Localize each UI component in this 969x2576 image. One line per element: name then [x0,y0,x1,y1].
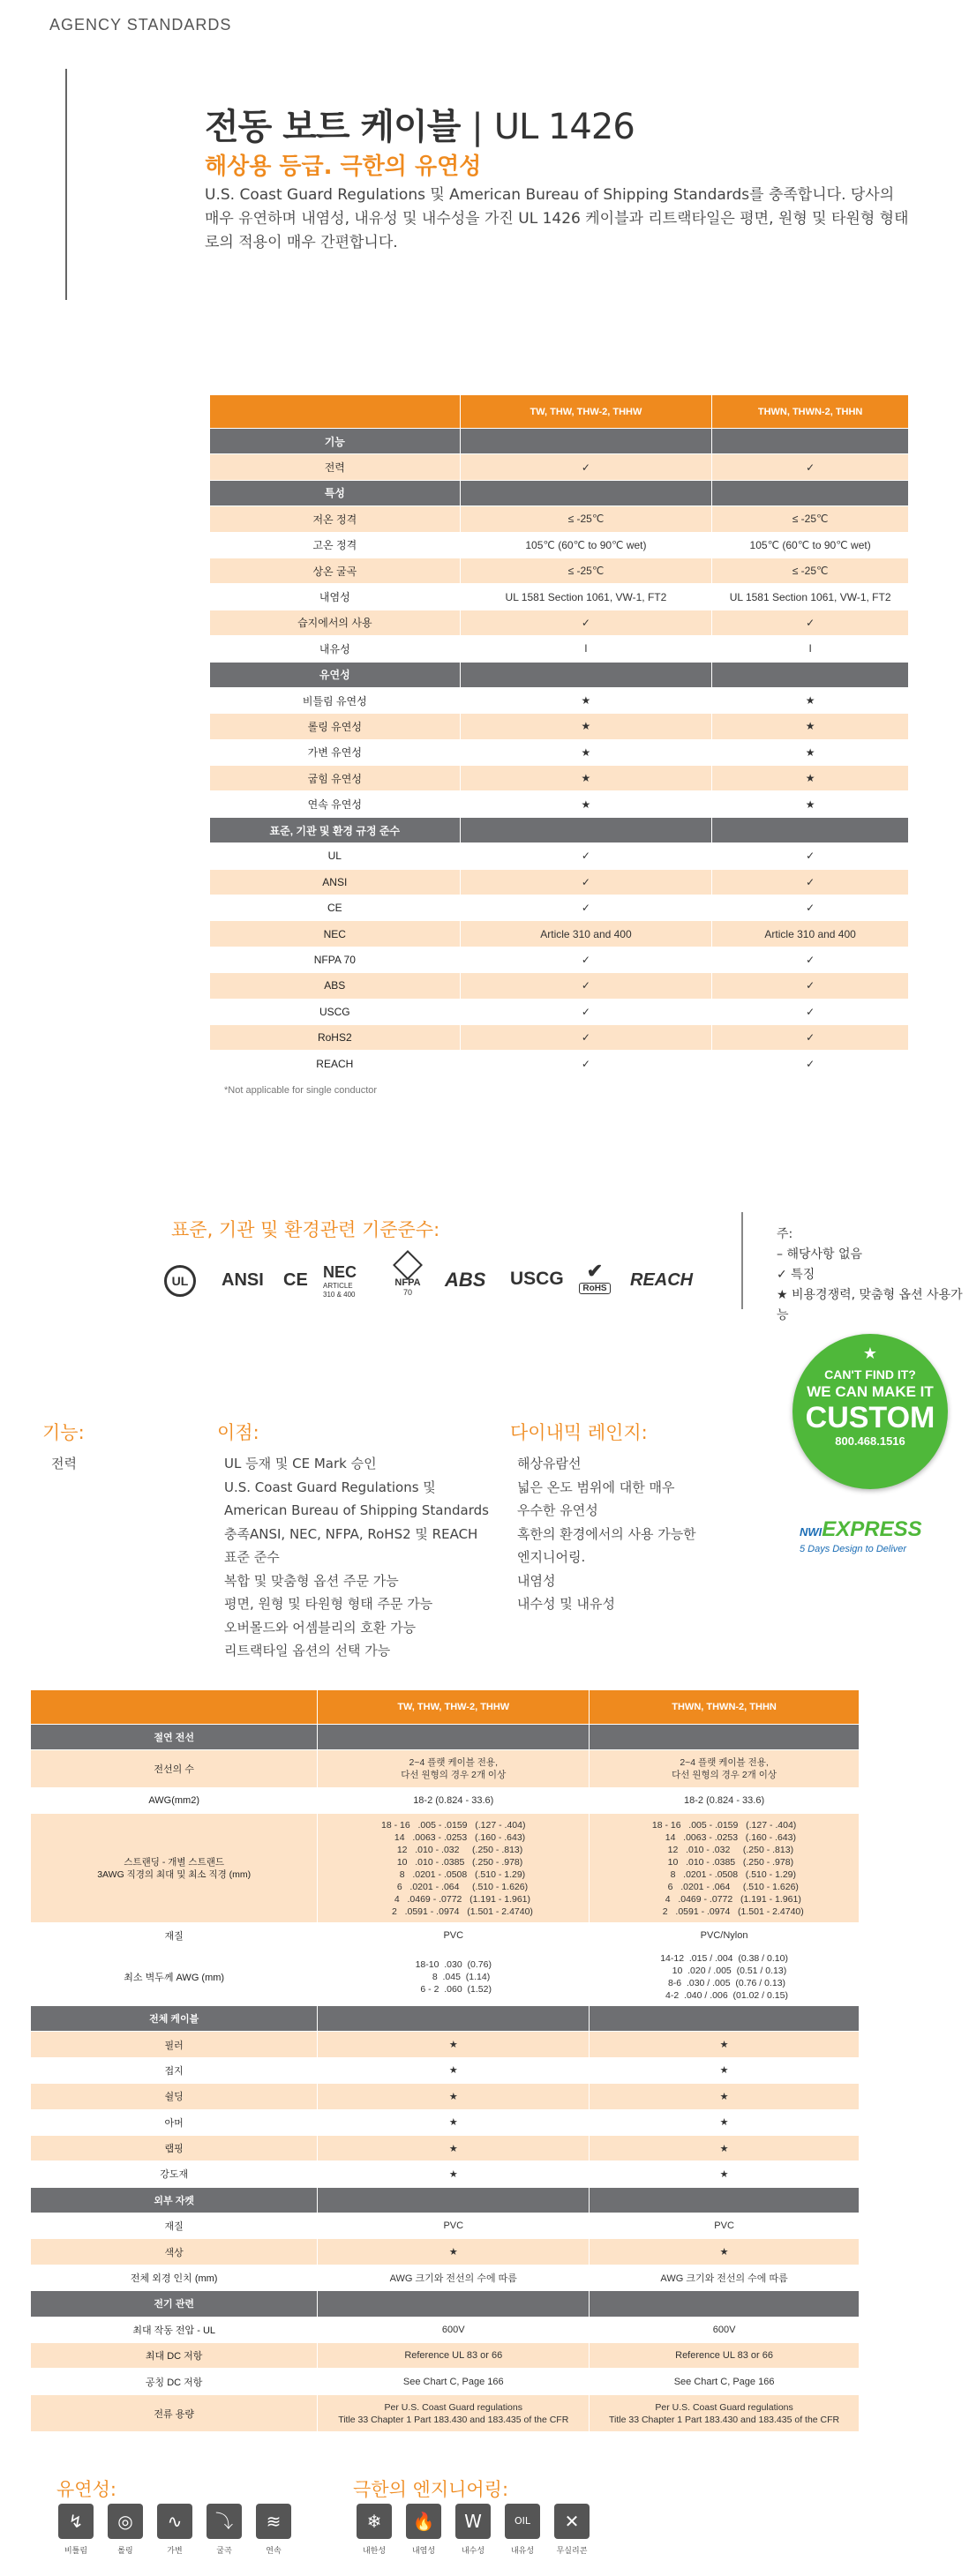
table-row [210,506,909,532]
cell-value: ✓ [460,843,712,869]
intro-paragraph: U.S. Coast Guard Regulations 및 American Bureau of Shipping Standards를 충족합니다. 당사의 매우 유연하며 내염성, 내유성 및 내수성을 가진 UL 1426 케이블과 리트랙타일은 평면, 원형 및 타원형 형태로의 적용이 매우 간편합니다. [205,186,909,251]
section-row [31,2005,860,2031]
cell-value [318,1725,590,1750]
table-row [31,1750,860,1788]
cell-value [460,662,712,687]
cell-value: 2~4 플랫 케이블 전용, 다선 원형의 경우 2개 이상 [590,1750,860,1788]
table-row [31,2394,860,2432]
cell-value: PVC/Nylon [590,1922,860,1948]
row-label: 전선의 수 [31,1750,318,1788]
cell-value: ★ [460,766,712,791]
cell-value: ★ [318,2084,590,2109]
cell-value: 2~4 플랫 케이블 전용, 다선 원형의 경우 2개 이상 [318,1750,590,1788]
express-label: EXPRESS [822,1517,922,1541]
section-row [210,429,909,454]
cell-value: ★ [590,2057,860,2083]
cell-value: ★ [590,2032,860,2057]
cell-value: ★ [318,2239,590,2265]
table-row [31,2213,860,2239]
header-blank [210,395,461,429]
cell-value: 18-10 .030 (0.76) 8 .045 (1.14) 6 - 2 .060 (1.52) [318,1949,590,2006]
row-label: 재질 [31,2213,318,2239]
table-row [210,636,909,662]
table-row [210,714,909,739]
table-row [31,2317,860,2342]
cell-value [460,817,712,842]
row-label: 최대 DC 저항 [31,2343,318,2369]
features-section [42,1419,85,1476]
express-tagline: 5 Days Design to Deliver [800,1544,907,1554]
table-row [210,584,909,610]
icon-label: 내유성 [510,2547,535,2556]
badge-line3: CUSTOM [805,1401,935,1434]
row-label: 특성 [210,480,461,505]
row-label: 전류 용량 [31,2394,318,2432]
section-row [210,817,909,842]
legend-divider [741,1212,743,1309]
row-label: 스트랜딩 - 개별 스트랜드 3AWG 직경의 최대 및 최소 직경 (mm) [31,1814,318,1922]
header-cable-type: THWN, THWN-2, THHN [590,1690,860,1725]
badge-line1: CAN'T FIND IT? [824,1367,916,1382]
icon-label: 비틀림 [64,2547,88,2556]
row-label: 색상 [31,2239,318,2265]
cell-value: ✓ [460,610,712,635]
properties-table [209,394,909,1077]
icon-label: 내한성 [362,2547,387,2556]
cell-value: See Chart C, Page 166 [318,2369,590,2394]
section-row [210,480,909,505]
list-item: 해상유람선 [517,1456,582,1471]
cell-value: Per U.S. Coast Guard regulations Title 33 Chapter 1 Part 183.430 and 183.435 of the CFR [318,2394,590,2432]
cell-value [712,662,909,687]
row-label: 유연성 [210,662,461,687]
row-label: REACH [210,1051,461,1076]
cell-value: Article 310 and 400 [712,921,909,947]
table-row [210,999,909,1024]
cell-value: ✓ [712,1024,909,1050]
cell-value: ✓ [460,895,712,921]
cold-resistant-icon: ❄ [357,2504,392,2539]
table-header-row [210,395,909,429]
row-label: 필러 [31,2032,318,2057]
section-row [210,662,909,687]
uscg-logo: USCG [510,1269,564,1289]
cell-value [460,480,712,505]
header-blank [31,1690,318,1725]
icon-label: 내수성 [461,2547,485,2556]
table-row [210,610,909,635]
table-header-row [31,1690,860,1725]
cell-value [712,480,909,505]
table-row [210,843,909,869]
cell-value: AWG 크기와 전선의 수에 따름 [318,2265,590,2290]
abs-logo: ABS [445,1269,486,1291]
cell-value: ✓ [460,454,712,480]
badge-phone: 800.468.1516 [835,1434,905,1448]
cell-value: 14-12 .015 / .004 (0.38 / 0.10) 10 .020 / .005 (0.51 / 0.13) 8-6 .030 / .005 (0.76 / 0.13) 4-2 .040 / .006 (01.02 / 0.15) [590,1949,860,2006]
row-label: 굽힘 유연성 [210,766,461,791]
cell-value: ★ [590,2109,860,2135]
row-label: ANSI [210,869,461,895]
benefits-title: 이점: [217,1422,259,1443]
cell-value: ★ [318,2109,590,2135]
row-label: 재질 [31,1922,318,1948]
table-row [210,947,909,972]
list-item: 충족ANSI, NEC, NFPA, RoHS2 및 REACH [224,1525,478,1542]
table-row [210,973,909,999]
cell-value: ✓ [460,947,712,972]
table-row [210,766,909,791]
ansi-logo: ANSI [222,1270,264,1290]
table-row [210,558,909,583]
benefits-section [217,1419,491,1663]
row-label: 최소 벽두께 AWG (mm) [31,1949,318,2006]
cell-value: ★ [318,2161,590,2187]
row-label: 랩핑 [31,2135,318,2160]
cell-value: ✓ [460,869,712,895]
cell-value [318,2291,590,2317]
variable-flex-icon: ∿ [157,2504,192,2539]
header-cable-type: THWN, THWN-2, THHN [712,395,909,429]
cell-value: Per U.S. Coast Guard regulations Title 33 Chapter 1 Part 183.430 and 183.435 of the CFR [590,2394,860,2432]
cell-value: Reference UL 83 or 66 [590,2343,860,2369]
table-row [210,687,909,713]
table-row [31,2239,860,2265]
legend-item: – 해당사항 없음 [777,1247,863,1262]
list-item: 리트랙타일 옵션의 선택 가능 [224,1643,391,1659]
cell-value: ✓ [712,454,909,480]
agency-standards-heading: AGENCY STANDARDS [49,16,232,34]
icon-label: 롤링 [117,2547,133,2556]
cell-value: ★ [712,739,909,765]
table-row [210,454,909,480]
cell-value: ★ [590,2084,860,2109]
standards-logos [164,1251,694,1313]
cell-value: ★ [712,791,909,817]
cell-value: AWG 크기와 전선의 수에 따름 [590,2265,860,2290]
cell-value: ★ [318,2057,590,2083]
row-label: 전체 외경 인치 (mm) [31,2265,318,2290]
list-item: U.S. Coast Guard Regulations 및 [224,1479,436,1495]
cell-value: ★ [460,714,712,739]
list-item: 표준 준수 [224,1549,280,1565]
cell-value [590,2187,860,2213]
cell-value: ★ [590,2239,860,2265]
row-label: 내염성 [210,584,461,610]
title-separator: | [471,107,483,147]
table-row [31,2135,860,2160]
cell-value: 18 - 16 .005 - .0159 (.127 - .404) 14 .0063 - .0253 (.160 - .643) 12 .010 - .032 (.250 - .813) 10 .010 - .0385 (.250 - .978) 8 .0201 - .0508 (.510 - 1.29) 6 .0201 - .064 (.510 - 1.626) 4 .0469 - .0772 (1.191 - 1.961) 2 .0591 - .0974 (1.501 - 2.4740) [318,1814,590,1922]
list-item: 우수한 유연성 [517,1502,598,1518]
cell-value: I [712,636,909,662]
list-item: 내수성 및 내유성 [517,1596,615,1612]
table-row [210,1051,909,1076]
row-label: 외부 자켓 [31,2187,318,2213]
header-cable-type: TW, THW, THW-2, THHW [460,395,712,429]
row-label: 절연 전선 [31,1725,318,1750]
cell-value: 105℃ (60℃ to 90℃ wet) [460,532,712,558]
nwi-express-logo [800,1517,922,1554]
custom-badge[interactable] [792,1334,948,1489]
cell-value: ≤ -25℃ [460,558,712,583]
cell-value [590,2005,860,2031]
section-row [31,2291,860,2317]
cell-value [590,1725,860,1750]
row-label: 습지에서의 사용 [210,610,461,635]
table-row [31,2057,860,2083]
table-row [31,1788,860,1814]
bend-flex-icon: ⤵ [207,2504,242,2539]
icon-label: 연속 [266,2547,282,2556]
cell-value: See Chart C, Page 166 [590,2369,860,2394]
table-row [31,2109,860,2135]
cell-value: ≤ -25℃ [712,506,909,532]
list-item: 평면, 원형 및 타원형 형태 주문 가능 [224,1596,433,1612]
row-label: 최대 작동 전압 - UL [31,2317,318,2342]
torsion-flex-icon: ↯ [58,2504,94,2539]
page-subtitle: 해상용 등급. 극한의 유연성 [205,154,482,180]
legend [777,1224,969,1326]
title-ul: UL 1426 [493,107,635,147]
star-icon: ★ [862,1344,878,1363]
cell-value [318,2005,590,2031]
features-item: 전력 [51,1456,77,1471]
cell-value: 600V [590,2317,860,2342]
cell-value: ✓ [712,869,909,895]
section-row [31,2187,860,2213]
uv-resistant-icon: ✕ [554,2504,590,2539]
row-label: 가변 유연성 [210,739,461,765]
cell-value: UL 1581 Section 1061, VW-1, FT2 [460,584,712,610]
cell-value: ★ [712,687,909,713]
row-label: 내유성 [210,636,461,662]
cell-value: ✓ [712,895,909,921]
row-label: RoHS2 [210,1024,461,1050]
row-label: 연속 유연성 [210,791,461,817]
cell-value: ✓ [460,1051,712,1076]
cell-value: 105℃ (60℃ to 90℃ wet) [712,532,909,558]
cell-value: ≤ -25℃ [712,558,909,583]
nec-logo: NEC ARTICLE 310 & 400 [323,1263,364,1299]
list-item: 넓은 온도 범위에 대한 매우 [517,1479,675,1495]
cell-value: ✓ [460,973,712,999]
row-label: 강도재 [31,2161,318,2187]
row-label: 표준, 기관 및 환경 규정 준수 [210,817,461,842]
cell-value: ✓ [712,973,909,999]
features-title: 기능: [42,1422,85,1443]
table-row [31,2265,860,2290]
cell-value: ★ [590,2161,860,2187]
list-item: 복합 및 맞춤형 옵션 주문 가능 [224,1572,399,1589]
row-label: ABS [210,973,461,999]
list-item: 엔지니어링. [517,1549,586,1565]
flex-title: 유연성: [56,2479,116,2500]
row-label: 비틀림 유연성 [210,687,461,713]
table-row [31,1949,860,2006]
cell-value: 600V [318,2317,590,2342]
row-label: 기능 [210,429,461,454]
divider-line [65,69,67,300]
cell-value [712,817,909,842]
row-label: 공칭 DC 저항 [31,2369,318,2394]
ul-logo: UL [164,1265,196,1297]
row-label: 상온 굴곡 [210,558,461,583]
cell-value: ✓ [712,947,909,972]
list-item: 혹한의 환경에서의 사용 가능한 [517,1525,696,1542]
list-item: American Bureau of Shipping Standards [224,1502,489,1518]
cell-value: ★ [712,714,909,739]
table-row [31,1922,860,1948]
cell-value: PVC [318,2213,590,2239]
list-item: 내염성 [517,1572,556,1589]
row-label: NEC [210,921,461,947]
cell-value: ✓ [460,1024,712,1050]
nwi-label: NWI [800,1525,823,1539]
table-row [31,2343,860,2369]
row-label: 전력 [210,454,461,480]
cell-value: ★ [712,766,909,791]
water-resistant-icon: W [455,2504,491,2539]
ce-logo: CE [283,1270,308,1290]
cell-value: ✓ [712,999,909,1024]
row-label: UL [210,843,461,869]
cell-value: ★ [460,687,712,713]
row-label: 고온 정격 [210,532,461,558]
section-row [31,1725,860,1750]
table-row [31,2032,860,2057]
cell-value: PVC [590,2213,860,2239]
icon-label: 내염성 [411,2547,436,2556]
page-title [205,99,635,149]
table-row [31,2084,860,2109]
table-row [31,1814,860,1922]
cell-value: ✓ [460,999,712,1024]
engineering-title: 극한의 엔지니어링: [353,2479,509,2500]
cell-value: ★ [460,739,712,765]
row-label: 저온 정격 [210,506,461,532]
row-label: 쉴딩 [31,2084,318,2109]
row-label: NFPA 70 [210,947,461,972]
nec-article: ARTICLE 310 & 400 [323,1282,356,1299]
cell-value: Article 310 and 400 [460,921,712,947]
table-row [31,2369,860,2394]
row-label: AWG(mm2) [31,1788,318,1814]
cell-value: ★ [460,791,712,817]
cell-value: 18-2 (0.824 - 33.6) [318,1788,590,1814]
table-row [210,791,909,817]
standards-title: 표준, 기관 및 환경관련 기준준수: [171,1219,440,1240]
reach-logo: REACH [630,1270,694,1290]
list-item: UL 등재 및 CE Mark 승인 [224,1456,377,1471]
cell-value: ≤ -25℃ [460,506,712,532]
cell-value: PVC [318,1922,590,1948]
cell-value: ✓ [712,843,909,869]
table-row [210,921,909,947]
continuous-flex-icon: ≋ [256,2504,291,2539]
cell-value: ✓ [712,1051,909,1076]
cell-value: Reference UL 83 or 66 [318,2343,590,2369]
oil-resistant-icon: OIL [505,2504,540,2539]
row-label: CE [210,895,461,921]
cell-value [590,2291,860,2317]
table-row [210,895,909,921]
cell-value: 18 - 16 .005 - .0159 (.127 - .404) 14 .0063 - .0253 (.160 - .643) 12 .010 - .032 (.250 - .813) 10 .010 - .0385 (.250 - .978) 8 .0201 - .0508 (.510 - 1.29) 6 .0201 - .064 (.510 - 1.626) 4 .0469 - .0772 (1.191 - 1.961) 2 .0591 - .0974 (1.501 - 2.4740) [590,1814,860,1922]
badge-line2: WE CAN MAKE IT [807,1383,934,1400]
row-label: USCG [210,999,461,1024]
construction-table [30,1689,860,2432]
table-row [210,739,909,765]
cell-value: ★ [318,2135,590,2160]
footnote: *Not applicable for single conductor [224,1085,378,1096]
row-label: 접지 [31,2057,318,2083]
cell-value [712,429,909,454]
cell-value: ★ [318,2032,590,2057]
cell-value: 18-2 (0.824 - 33.6) [590,1788,860,1814]
icon-label: 굴곡 [216,2547,232,2556]
rohs-logo: ✔ RoHS [579,1260,611,1294]
legend-item: ★ 비용경쟁력, 맞춤형 옵션 사용가능 [777,1288,963,1322]
table-row [31,2161,860,2187]
cell-value [460,429,712,454]
header-cable-type: TW, THW, THW-2, THHW [318,1690,590,1725]
row-label: 전기 관련 [31,2291,318,2317]
nfpa-logo: NFPA 70 [392,1254,424,1297]
cell-value [318,2187,590,2213]
legend-item: ✓ 특징 [777,1268,815,1282]
cell-value: ✓ [712,610,909,635]
row-label: 롤링 유연성 [210,714,461,739]
cell-value: UL 1581 Section 1061, VW-1, FT2 [712,584,909,610]
rolling-flex-icon: ◎ [108,2504,143,2539]
cell-value: ★ [590,2135,860,2160]
row-label: 전체 케이블 [31,2005,318,2031]
dynamic-title: 다이내믹 레인지: [510,1422,648,1443]
table-row [210,532,909,558]
cell-value: I [460,636,712,662]
row-label: 아머 [31,2109,318,2135]
icon-label: 가변 [167,2547,183,2556]
list-item: 오버몰드와 어셈블리의 호환 가능 [224,1619,417,1636]
table-row [210,869,909,895]
dynamic-section [510,1419,775,1616]
table-row [210,1024,909,1050]
legend-title: 주: [777,1227,793,1241]
icon-label: 무실리콘 [556,2547,588,2556]
flame-resistant-icon: 🔥 [406,2504,441,2539]
title-korean: 전동 보트 케이블 [205,107,461,147]
